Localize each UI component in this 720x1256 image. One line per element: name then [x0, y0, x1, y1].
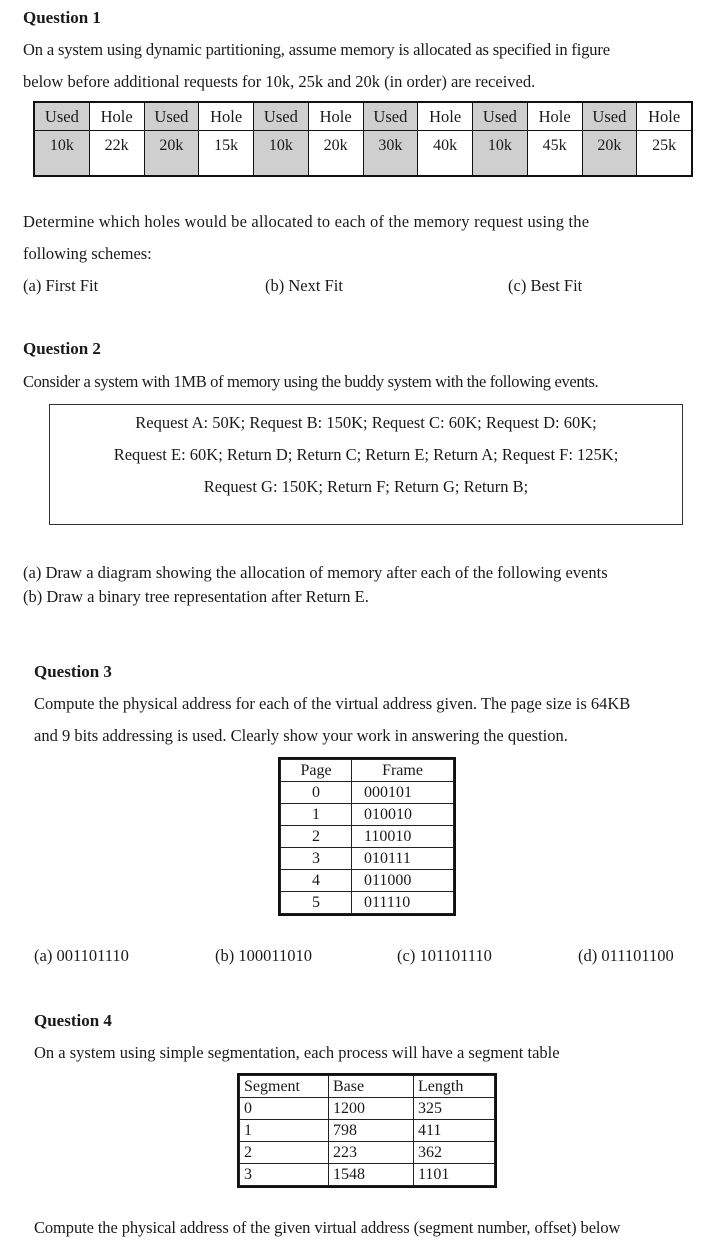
page-number-cell: 1 [281, 804, 352, 826]
memory-block-label: Used [145, 103, 199, 131]
memory-block-size: 20k [323, 137, 348, 154]
base-cell: 1548 [329, 1164, 414, 1186]
events-line2: Request E: 60K; Return D; Return C; Return E; Return A; Request F: 125K; [113, 445, 619, 464]
segment-number-cell: 0 [240, 1098, 329, 1120]
segment-number-cell: 3 [240, 1164, 329, 1186]
q1-option-next-fit: (b) Next Fit [265, 276, 343, 295]
memory-block-used [364, 103, 419, 175]
memory-block-size: 30k [378, 137, 403, 154]
frame-number-cell: 110010 [352, 826, 454, 848]
length-cell: 411 [414, 1120, 495, 1142]
memory-partition-table [33, 101, 693, 177]
q3-heading: Question 3 [34, 662, 112, 681]
frame-number-cell: 000101 [352, 782, 454, 804]
page-table [280, 759, 454, 914]
q4-heading: Question 4 [34, 1011, 112, 1030]
memory-block-used [145, 103, 200, 175]
base-column-header: Base [329, 1076, 414, 1098]
memory-block-label: Hole [309, 103, 363, 131]
base-cell: 798 [329, 1120, 414, 1142]
page-number-cell: 0 [281, 782, 352, 804]
base-cell: 1200 [329, 1098, 414, 1120]
base-cell: 223 [329, 1142, 414, 1164]
page-table-row [281, 782, 454, 804]
buddy-events-box [49, 404, 683, 525]
events-line1: Request A: 50K; Request B: 150K; Request C: 60K; Request D: 60K; [135, 413, 597, 432]
memory-block-label: Used [254, 103, 308, 131]
segment-number-cell: 1 [240, 1120, 329, 1142]
memory-block-used [583, 103, 638, 175]
q4-compute-instruction: Compute the physical address of the given virtual address (segment number, offset) below [34, 1218, 621, 1237]
q3-intro-line1: Compute the physical address for each of the virtual address given. The page size is 64KB [34, 694, 631, 713]
frame-number-cell: 011110 [352, 892, 454, 914]
memory-block-used [35, 103, 90, 175]
segment-table [239, 1075, 495, 1186]
q1-task-line2: following schemes: [23, 244, 152, 263]
q4-intro: On a system using simple segmentation, each process will have a segment table [34, 1043, 560, 1062]
memory-block-size: 10k [268, 137, 293, 154]
frame-number-cell: 010010 [352, 804, 454, 826]
segment-number-cell: 2 [240, 1142, 329, 1164]
page-number-cell: 2 [281, 826, 352, 848]
memory-block-used [254, 103, 309, 175]
memory-block-label: Used [473, 103, 527, 131]
segment-table-row [240, 1142, 495, 1164]
memory-block-size: 20k [597, 137, 622, 154]
memory-block-size: 20k [159, 137, 184, 154]
memory-block-label: Hole [418, 103, 472, 131]
events-line3: Request G: 150K; Return F; Return G; Return B; [203, 477, 529, 496]
q1-intro-line2: below before additional requests for 10k, 25k and 20k (in order) are received. [23, 72, 536, 91]
q2-intro: Consider a system with 1MB of memory using the buddy system with the following events. [23, 372, 599, 391]
q2-part-a: (a) Draw a diagram showing the allocation of memory after each of the following events [23, 563, 608, 582]
memory-block-label: Used [364, 103, 418, 131]
length-cell: 1101 [414, 1164, 495, 1186]
q3-address-a: (a) 001101110 [34, 946, 129, 965]
q2-part-b: (b) Draw a binary tree representation after Return E. [23, 587, 369, 606]
page-number-cell: 5 [281, 892, 352, 914]
page-table-row [281, 848, 454, 870]
page-number-cell: 3 [281, 848, 352, 870]
q3-intro-line2: and 9 bits addressing is used. Clearly show your work in answering the question. [34, 726, 568, 745]
memory-block-hole [637, 103, 691, 175]
length-cell: 325 [414, 1098, 495, 1120]
page-table-row [281, 804, 454, 826]
page-table-row [281, 892, 454, 914]
memory-block-size: 10k [487, 137, 512, 154]
segment-table-row [240, 1164, 495, 1186]
page-table-row [281, 826, 454, 848]
q1-option-first-fit: (a) First Fit [23, 276, 99, 295]
length-cell: 362 [414, 1142, 495, 1164]
segment-table-row [240, 1098, 495, 1120]
frame-number-cell: 010111 [352, 848, 454, 870]
q1-heading: Question 1 [23, 8, 101, 27]
frame-number-cell: 011000 [352, 870, 454, 892]
memory-block-label: Used [35, 103, 89, 131]
page-table-row [281, 870, 454, 892]
memory-block-hole [418, 103, 473, 175]
q3-address-c: (c) 101101110 [397, 946, 492, 965]
frame-column-header: Frame [352, 760, 454, 782]
memory-block-size: 10k [49, 137, 74, 154]
q1-task-line1: Determine which holes would be allocated to each of the memory request using the [23, 212, 590, 231]
page-number-cell: 4 [281, 870, 352, 892]
memory-block-label: Hole [199, 103, 253, 131]
memory-block-hole [90, 103, 145, 175]
memory-block-size: 15k [214, 137, 239, 154]
memory-block-hole [528, 103, 583, 175]
q1-option-best-fit: (c) Best Fit [508, 276, 583, 295]
page-column-header: Page [281, 760, 352, 782]
q2-heading: Question 2 [23, 339, 101, 358]
memory-block-label: Hole [90, 103, 144, 131]
memory-block-label: Hole [637, 103, 691, 131]
memory-block-size: 40k [433, 137, 458, 154]
memory-block-size: 45k [542, 137, 567, 154]
memory-block-used [473, 103, 528, 175]
memory-block-size: 22k [104, 137, 129, 154]
q1-intro-line1: On a system using dynamic partitioning, assume memory is allocated as specified in figure [23, 40, 610, 59]
segment-column-header: Segment [240, 1076, 329, 1098]
q3-address-b: (b) 100011010 [215, 946, 313, 965]
memory-block-label: Hole [528, 103, 582, 131]
memory-block-hole [199, 103, 254, 175]
memory-block-hole [309, 103, 364, 175]
memory-block-size: 25k [652, 137, 677, 154]
segment-table-row [240, 1120, 495, 1142]
memory-block-label: Used [583, 103, 637, 131]
q3-address-d: (d) 011101100 [578, 946, 674, 965]
length-column-header: Length [414, 1076, 495, 1098]
